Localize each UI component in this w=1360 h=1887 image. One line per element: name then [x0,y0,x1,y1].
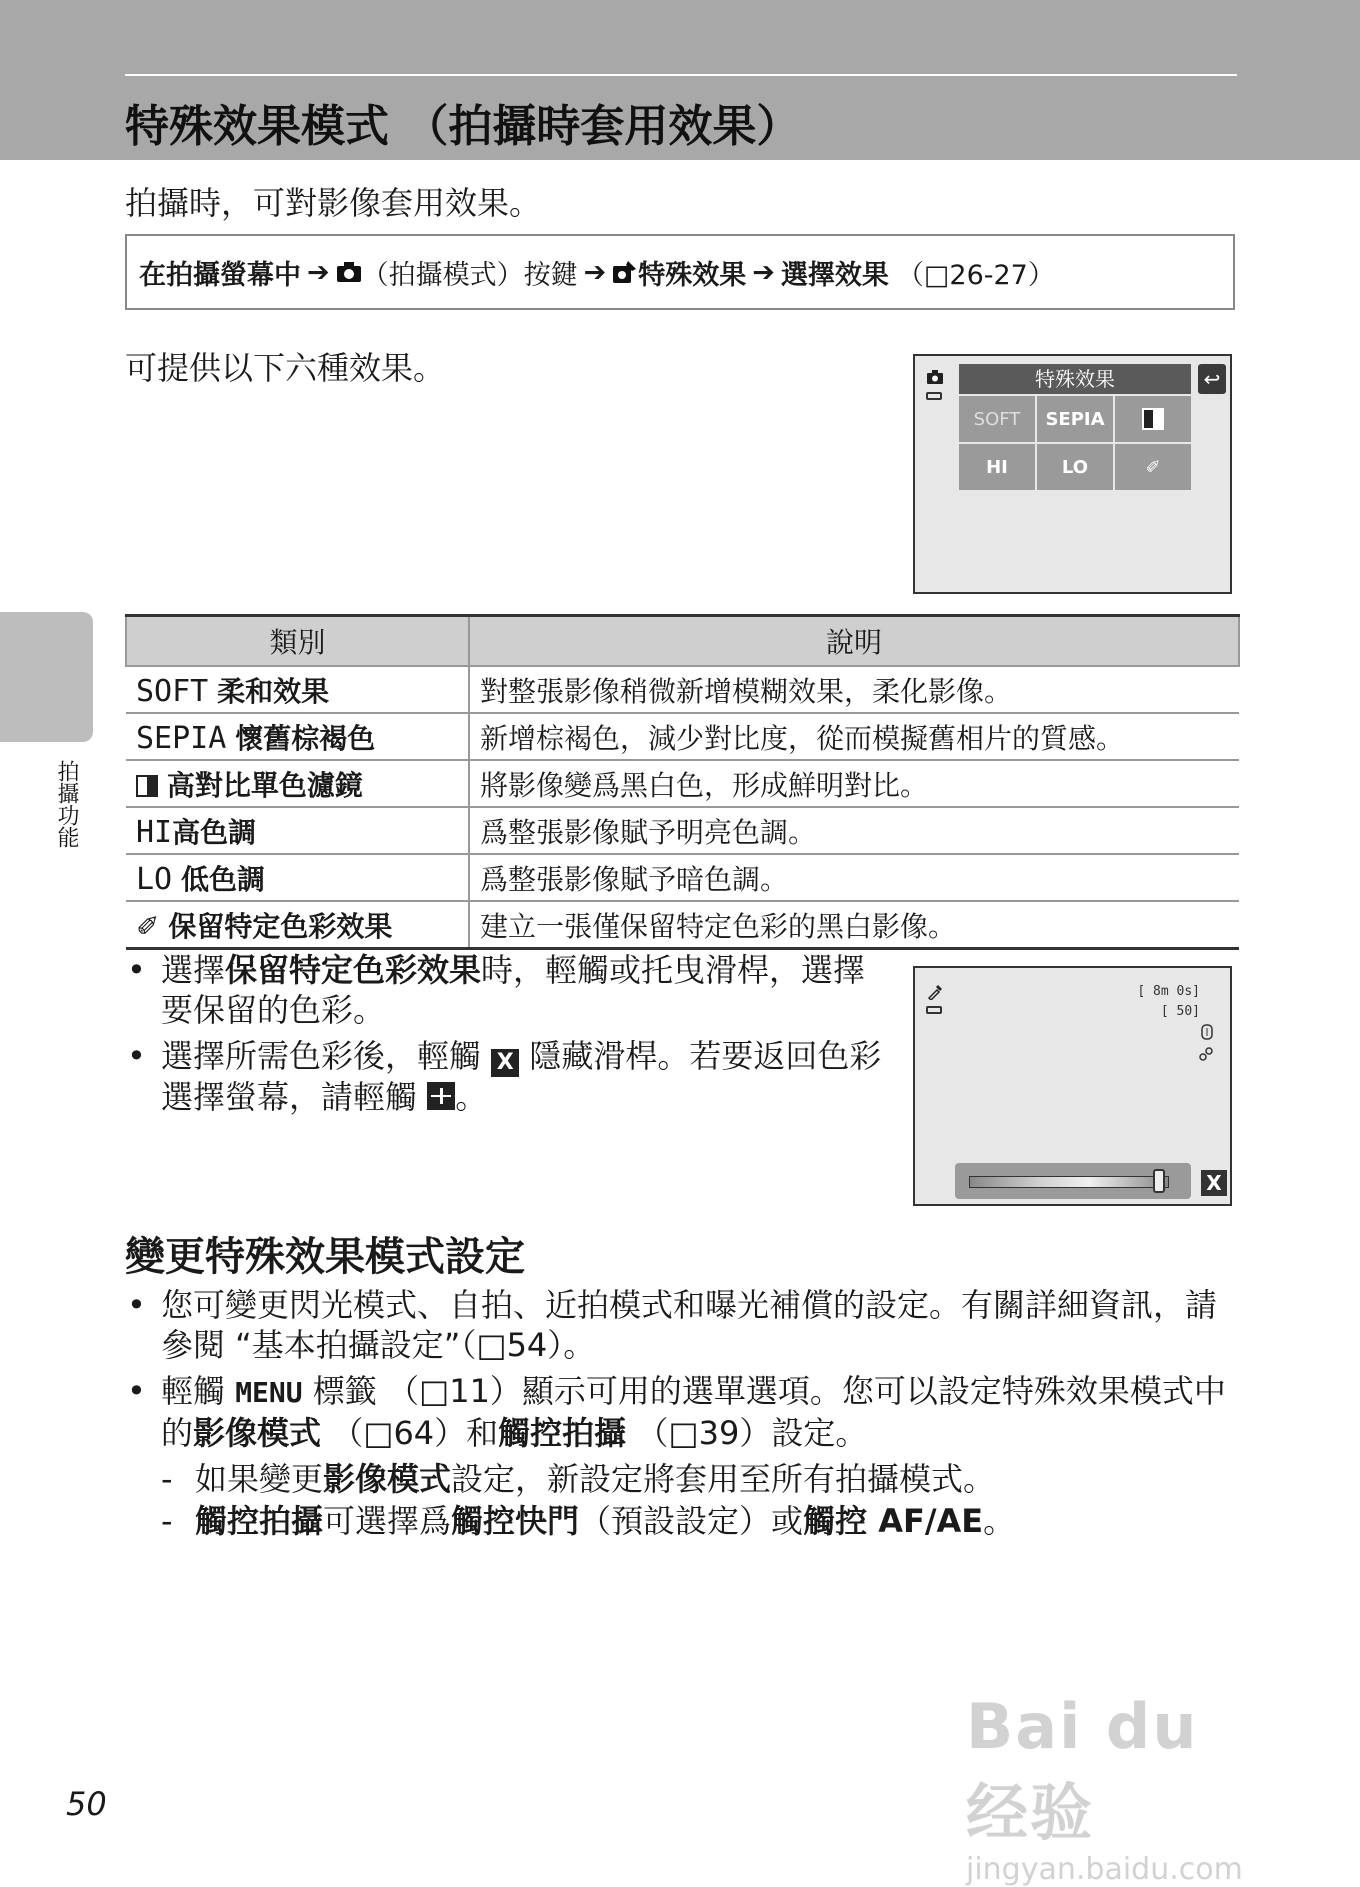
high-contrast-icon [136,775,158,797]
header-description: 說明 [469,616,1239,667]
navigation-path [125,234,1235,310]
effect-description: 爲整張影像賦予暗色調。 [469,854,1239,901]
table-header-row [126,616,1239,667]
chapter-tab [0,612,93,742]
table-row [126,807,1239,854]
six-effects-text: 可提供以下六種效果。 [125,349,446,387]
list-item: • 您可變更閃光模式、自拍、近拍模式和曝光補償的設定。有關詳細資訊，請參閱 “基本拍攝設定”（□54）。 [125,1285,1245,1365]
menu-tag: MENU [235,1376,303,1409]
lo-tag: LO [136,861,173,897]
selective-color-instructions [125,950,885,1123]
header-category: 類別 [126,616,469,667]
effect-lo-option[interactable]: LO [1037,444,1113,490]
selective-color-screen [913,966,1232,1206]
soft-tag: SOFT [136,673,209,709]
nav-step1: 在拍攝螢幕中 [139,259,301,291]
page-title: 特殊效果模式 （拍攝時套用效果） [125,101,801,152]
time-remaining: [ 8m 0s] [1137,984,1200,999]
effects-grid [959,396,1193,490]
effect-hi-option[interactable]: HI [959,444,1035,490]
effect-name: 高色調 [172,815,257,849]
effect-selective-color-option[interactable]: ✐ [1115,444,1191,490]
intro-text: 拍攝時，可對影像套用效果。 [125,184,542,222]
chapter-label: 拍攝功能 [54,760,79,848]
effect-name: 高對比單色濾鏡 [166,768,363,802]
nav-page-ref: （□26-27） [896,259,1055,291]
page-number: 50 [66,1785,107,1823]
effect-description: 對整張影像稍微新增模糊效果，柔化影像。 [469,666,1239,713]
shots-readout [1137,982,1200,1022]
special-effects-icon [612,259,638,285]
effect-name: 低色調 [181,862,266,896]
menu-title: 特殊效果 [959,364,1191,394]
effect-high-contrast-option[interactable] [1115,396,1191,442]
hide-slider-button[interactable]: X [1201,1170,1227,1196]
table-row [126,854,1239,901]
show-slider-icon [427,1082,455,1110]
table-row [126,760,1239,807]
arrow-icon: ➔ [752,256,775,288]
watermark-logo: Bai du 经验 [966,1690,1199,1849]
battery-icon [926,1006,942,1014]
effect-description: 建立一張僅保留特定色彩的黑白影像。 [469,901,1239,949]
vibration-reduction-icon [1200,1024,1214,1040]
effect-description: 新增棕褐色，減少對比度，從而模擬舊相片的質感。 [469,713,1239,760]
watermark [966,1690,1276,1887]
color-slider-panel [955,1163,1191,1199]
sepia-tag: SEPIA [136,720,227,756]
effect-sepia-option[interactable]: SEPIA [1037,396,1113,442]
header-rule [125,74,1237,76]
settings-notes [125,1285,1245,1541]
watermark-url: jingyan.baidu.com [966,1852,1243,1887]
high-contrast-icon [1142,408,1164,430]
camera-icon [336,261,362,283]
effect-name: 柔和效果 [217,674,330,708]
list-item: - 觸控拍攝可選擇爲觸控快門（預設設定）或觸控 AF/AE。 [125,1501,1245,1541]
list-item: • 輕觸 MENU 標籤 （□11）顯示可用的選單選項。您可以設定特殊效果模式中的影像模式 （□64）和觸控拍攝 （□39）設定。 [125,1371,1245,1453]
effects-menu-screen [913,354,1232,594]
nav-step2: （拍攝模式）按鍵 [361,259,578,291]
table-row [126,713,1239,760]
list-item: • 選擇保留特定色彩效果時，輕觸或托曳滑桿，選擇要保留的色彩。 [125,950,885,1030]
effect-description: 爲整張影像賦予明亮色調。 [469,807,1239,854]
effect-description: 將影像變爲黑白色，形成鮮明對比。 [469,760,1239,807]
close-slider-icon: X [491,1049,519,1077]
color-slider-knob[interactable] [1153,1169,1165,1193]
battery-icon [926,392,942,400]
effect-name: 保留特定色彩效果 [168,909,393,943]
motion-detection-icon [1198,1046,1214,1062]
effects-table [125,614,1240,950]
table-row [126,666,1239,713]
nav-step3: 特殊效果 [638,259,747,291]
shots-remaining: [ 50] [1160,1004,1200,1019]
back-button[interactable]: ↩ [1198,364,1226,394]
effect-soft-option[interactable]: SOFT [959,396,1035,442]
table-row [126,901,1239,949]
nav-step4: 選擇效果 [780,259,889,291]
camera-icon [927,370,943,384]
eyedropper-icon [927,982,945,1000]
arrow-icon: ➔ [583,256,607,288]
eyedropper-icon: ✐ [136,909,160,943]
hi-tag: HI [136,814,173,850]
list-item: - 如果變更影像模式設定，新設定將套用至所有拍攝模式。 [125,1459,1245,1499]
section-heading: 變更特殊效果模式設定 [125,1234,525,1280]
effect-name: 懷舊棕褐色 [235,721,376,755]
color-slider-track[interactable] [969,1176,1169,1188]
list-item: • 選擇所需色彩後，輕觸 X 隱藏滑桿。若要返回色彩選擇螢幕，請輕觸 。 [125,1036,885,1117]
arrow-icon: ➔ [307,256,330,288]
